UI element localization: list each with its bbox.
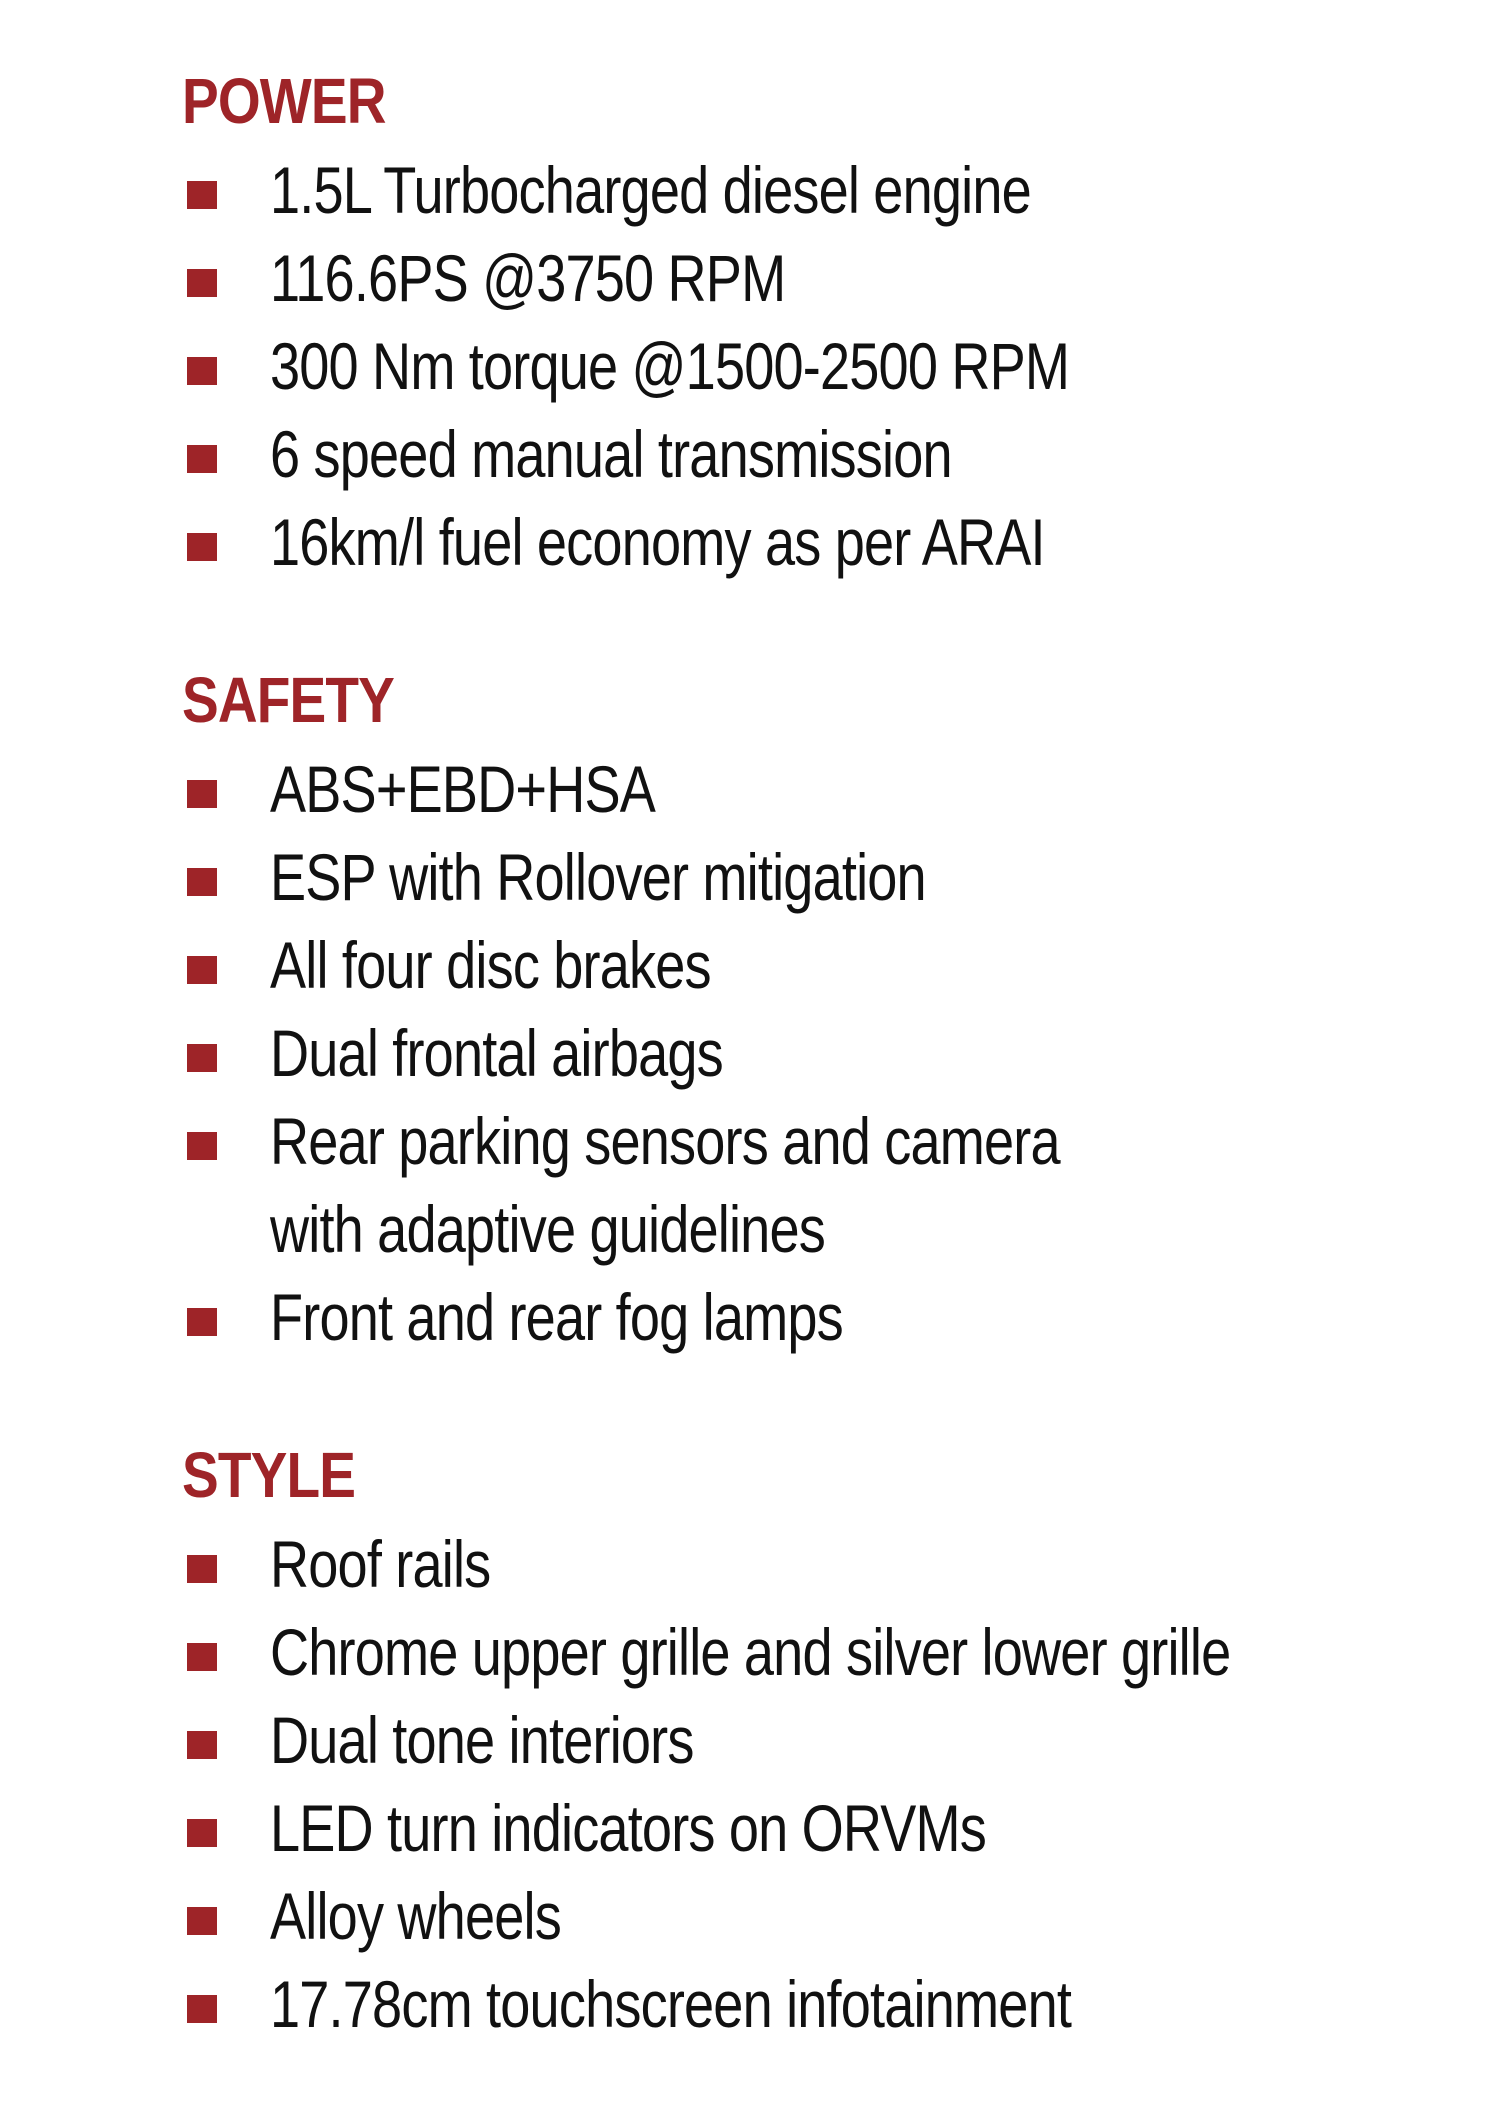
list-item (182, 833, 1482, 921)
item-text-line: with adaptive guidelines (270, 1192, 825, 1266)
power-feature-list (182, 146, 1482, 586)
item-text: LED turn indicators on ORVMs (270, 1791, 986, 1865)
list-item (182, 1009, 1482, 1097)
square-bullet-icon (187, 1555, 217, 1583)
square-bullet-icon (187, 269, 217, 297)
item-text: Front and rear fog lamps (270, 1280, 843, 1354)
square-bullet-icon (187, 1731, 217, 1759)
item-text: 116.6PS @3750 RPM (270, 241, 786, 315)
section-style (182, 1430, 1482, 2048)
list-item (182, 1784, 1482, 1872)
list-item (182, 322, 1482, 410)
item-text: 17.78cm touchscreen infotainment (270, 1967, 1072, 2041)
list-item (182, 1097, 1482, 1273)
list-item (182, 1608, 1482, 1696)
square-bullet-icon (187, 956, 217, 984)
section-power (182, 56, 1482, 586)
list-item (182, 1960, 1482, 2048)
list-item (182, 1520, 1482, 1608)
square-bullet-icon (187, 181, 217, 209)
square-bullet-icon (187, 1643, 217, 1671)
item-text: Dual tone interiors (270, 1703, 694, 1777)
square-bullet-icon (187, 868, 217, 896)
section-title-style: STYLE (182, 1439, 356, 1511)
section-title-power: POWER (182, 65, 386, 137)
item-text-multiline (270, 1097, 1060, 1273)
square-bullet-icon (187, 357, 217, 385)
list-item (182, 146, 1482, 234)
item-text: ESP with Rollover mitigation (270, 840, 926, 914)
square-bullet-icon (187, 1132, 217, 1160)
list-item (182, 498, 1482, 586)
list-item (182, 410, 1482, 498)
item-text: ABS+EBD+HSA (270, 752, 656, 826)
square-bullet-icon (187, 445, 217, 473)
square-bullet-icon (187, 1044, 217, 1072)
square-bullet-icon (187, 1308, 217, 1336)
item-text: 16km/l fuel economy as per ARAI (270, 505, 1045, 579)
list-item (182, 921, 1482, 1009)
item-text: Alloy wheels (270, 1879, 561, 1953)
section-title-safety: SAFETY (182, 664, 394, 736)
item-text: Chrome upper grille and silver lower grille (270, 1615, 1231, 1689)
square-bullet-icon (187, 533, 217, 561)
list-item (182, 1273, 1482, 1361)
square-bullet-icon (187, 1907, 217, 1935)
section-safety (182, 655, 1482, 1361)
item-text: All four disc brakes (270, 928, 711, 1002)
feature-sheet (182, 56, 1482, 2117)
square-bullet-icon (187, 1995, 217, 2023)
item-text: Dual frontal airbags (270, 1016, 723, 1090)
item-text: 6 speed manual transmission (270, 417, 952, 491)
list-item (182, 234, 1482, 322)
list-item (182, 745, 1482, 833)
item-text: 300 Nm torque @1500-2500 RPM (270, 329, 1070, 403)
safety-feature-list (182, 745, 1482, 1361)
item-text: Roof rails (270, 1527, 491, 1601)
square-bullet-icon (187, 780, 217, 808)
square-bullet-icon (187, 1819, 217, 1847)
list-item (182, 1872, 1482, 1960)
item-text-line: Rear parking sensors and camera (270, 1104, 1060, 1178)
item-text: 1.5L Turbocharged diesel engine (270, 153, 1031, 227)
list-item (182, 1696, 1482, 1784)
style-feature-list (182, 1520, 1482, 2048)
